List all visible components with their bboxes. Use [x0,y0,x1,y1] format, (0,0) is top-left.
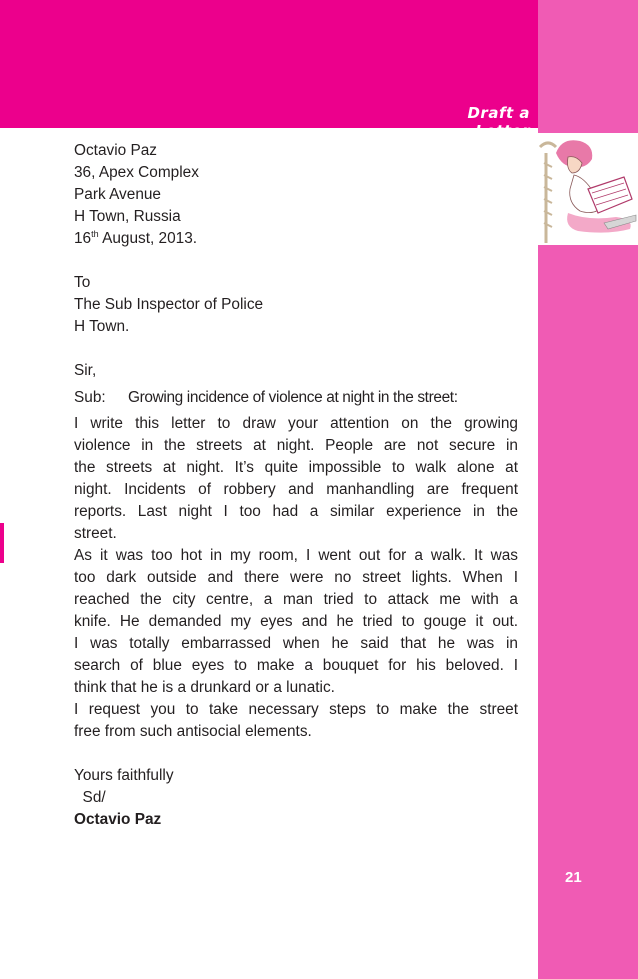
paragraph-line: reached the city centre, a man tried to attack me with a [74,591,518,608]
paragraph-line: knife. He demanded my eyes and he tried to gouge it out. [74,613,518,630]
signer-name: Octavio Paz [74,811,162,828]
paragraph-line: I was totally embarrassed when he said that he was in [74,635,518,652]
recipient-line: H Town. [74,318,130,335]
to-label: To [74,274,91,291]
margin-mark [0,523,4,563]
recipient-line: The Sub Inspector of Police [74,296,264,313]
paragraph-line: free from such antisocial elements. [74,723,312,740]
subject-line [74,387,518,409]
paragraph-line: I request you to take necessary steps to make the street [74,701,518,718]
salutation: Sir, [74,362,97,379]
date-rest: August, 2013. [98,230,198,247]
sender-address-line: H Town, Russia [74,208,181,225]
subject-text: Growing incidence of violence at night in the street: [128,389,458,406]
paragraph-1 [74,413,518,545]
letter-date [74,228,518,250]
closing: Yours faithfully [74,767,174,784]
paragraph-line: the streets at night. It’s quite impossible to walk alone at [74,459,518,476]
signature: Sd/ [74,789,106,806]
paragraph-3 [74,699,518,743]
paragraph-line: think that he is a drunkard or a lunatic. [74,679,335,696]
section-title: Draft a Letter [467,104,530,140]
date-day: 16 [74,230,92,247]
letter-body [74,140,518,831]
page-number: 21 [565,869,582,886]
sender-address-line: 36, Apex Complex [74,164,199,181]
subject-label: Sub: [74,389,106,406]
sender-address-line: Park Avenue [74,186,161,203]
girl-reading-book-icon [538,133,638,245]
paragraph-line: too dark outside and there were no street lights. When I [74,569,518,586]
paragraph-line: I write this letter to draw your attention on the growing [74,415,518,432]
paragraph-line: search of blue eyes to make a bouquet for his beloved. I [74,657,518,674]
date-suffix: th [91,228,99,239]
paragraph-line: reports. Last night I too had a similar experience in the [74,503,518,520]
paragraph-line: violence in the streets at night. People are not secure in [74,437,518,454]
paragraph-line: night. Incidents of robbery and manhandling are frequent [74,481,518,498]
sender-name: Octavio Paz [74,142,157,159]
paragraph-2 [74,545,518,699]
paragraph-line: As it was too hot in my room, I went out for a walk. It was [74,547,518,564]
paragraph-line: street. [74,525,117,542]
